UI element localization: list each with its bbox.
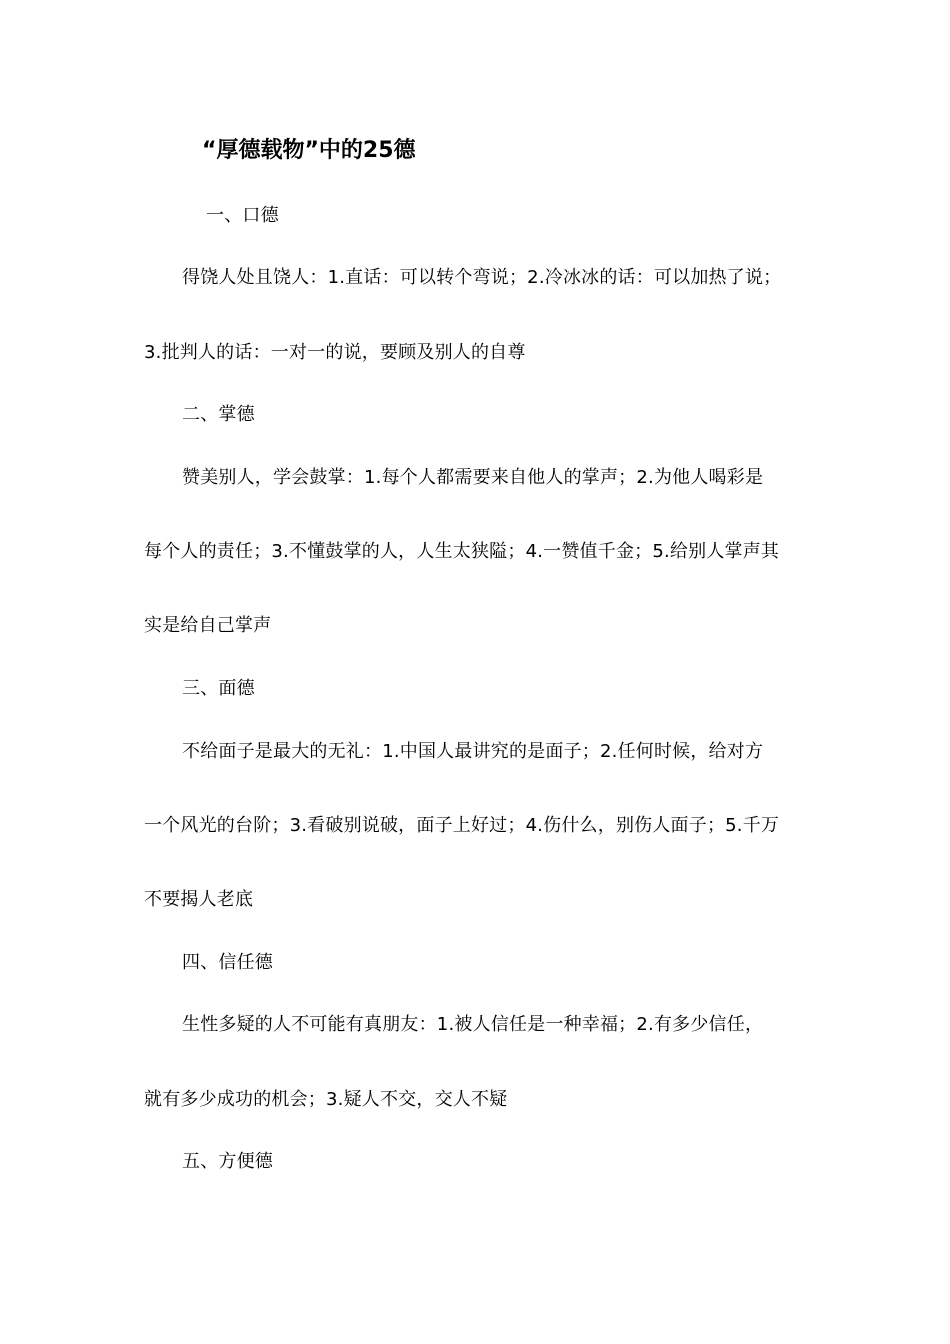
paragraph-line: 每个人的责任；3.不懂鼓掌的人，人生太狭隘；4.一赞值千金；5.给别人掌声其 [144,541,780,562]
paragraph-line: 不给面子是最大的无礼：1.中国人最讲究的是面子；2.任何时候，给对方 [182,741,764,762]
paragraph-line: 就有多少成功的机会；3.疑人不交，交人不疑 [144,1089,508,1110]
section-heading: 三、面德 [182,678,255,699]
page-title: “厚德载物”中的25德 [202,138,416,163]
paragraph-line: 赞美别人，学会鼓掌：1.每个人都需要来自他人的掌声；2.为他人喝彩是 [182,467,764,488]
section-heading: 四、信任德 [182,952,273,973]
paragraph-line: 不要揭人老底 [144,889,254,910]
paragraph-line: 生性多疑的人不可能有真朋友：1.被人信任是一种幸福；2.有多少信任， [182,1014,764,1035]
paragraph-line: 得饶人处且饶人：1.直话：可以转个弯说；2.冷冰冰的话：可以加热了说； [182,267,782,288]
paragraph-line: 3.批判人的话：一对一的说，要顾及别人的自尊 [144,342,526,363]
section-heading: 二、掌德 [182,404,255,425]
section-heading: 五、方便德 [182,1151,273,1172]
paragraph-line: 一个风光的台阶；3.看破别说破，面子上好过；4.伤什么，别伤人面子；5.千万 [144,815,780,836]
paragraph-line: 实是给自己掌声 [144,615,272,636]
section-heading: 一、口德 [206,205,279,226]
